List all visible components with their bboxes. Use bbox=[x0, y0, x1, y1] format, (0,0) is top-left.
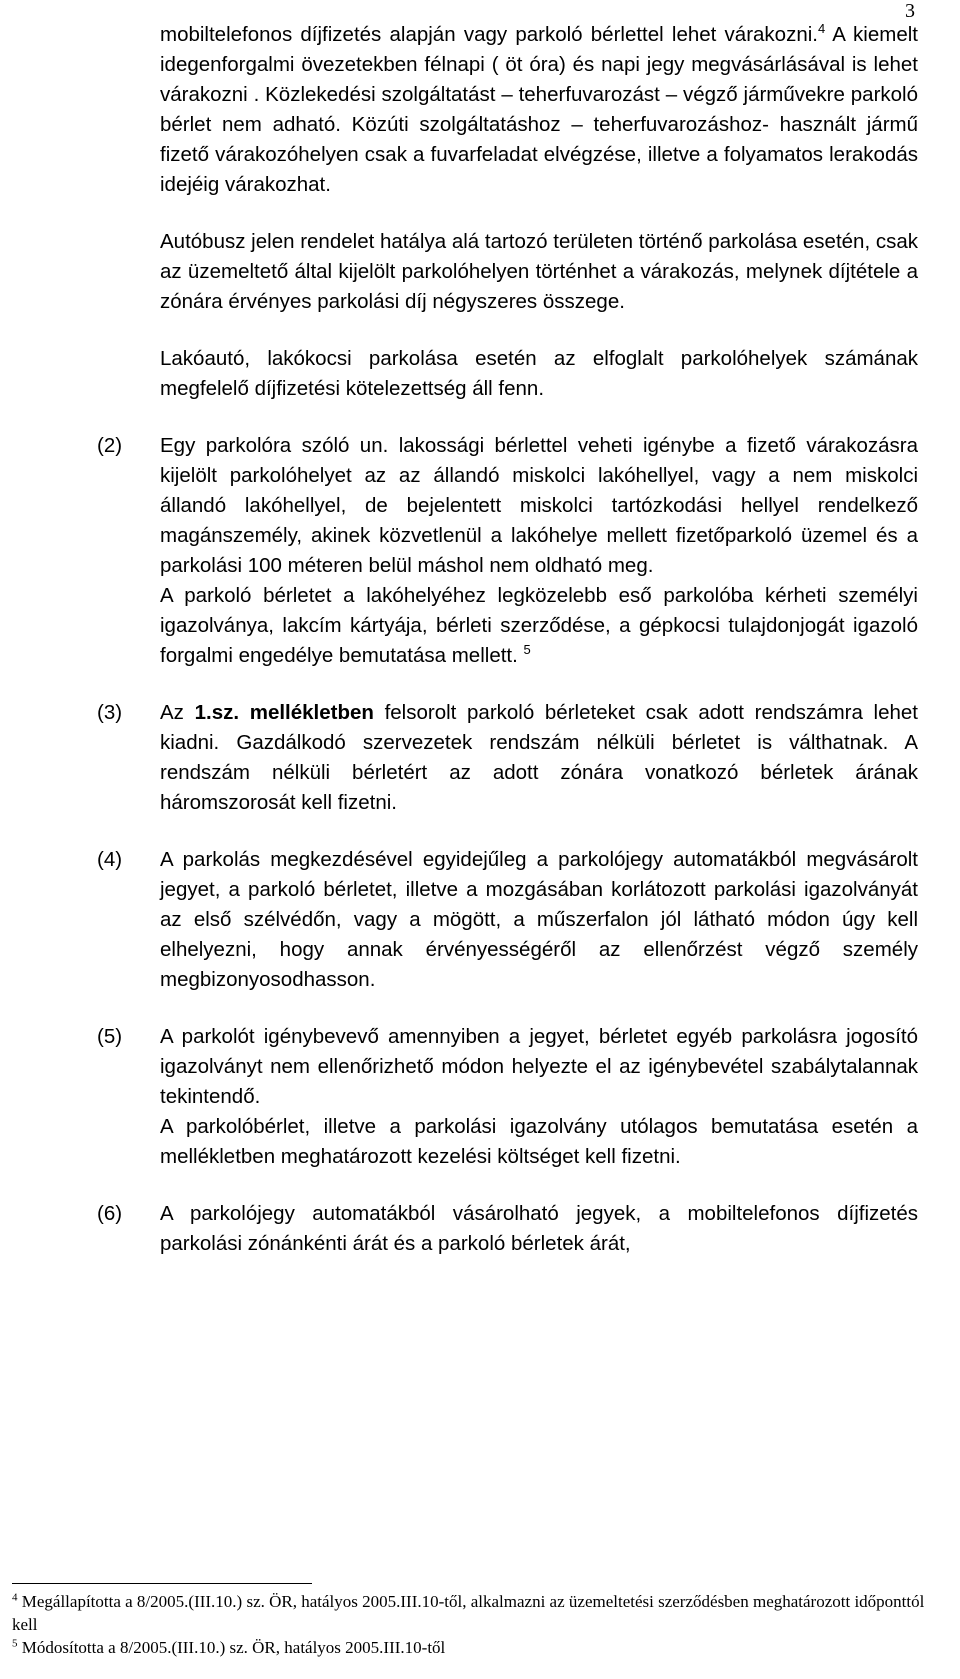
section-5-continued bbox=[160, 1112, 918, 1172]
section-2-continued bbox=[160, 581, 918, 671]
section-5-number: (5) bbox=[97, 1025, 123, 1048]
section-4-number: (4) bbox=[97, 848, 123, 871]
footnote-4-text: Megállapította a 8/2005.(III.10.) sz. ÖR, hatályos 2005.III.10-től, alkalmazni az üzemeltetési szerződésben meghatározott időponttól kell bbox=[12, 1592, 925, 1634]
footnotes bbox=[12, 1590, 952, 1659]
footnote-ref-5: 5 bbox=[523, 642, 531, 658]
footnote-ref-4: 4 bbox=[818, 21, 826, 37]
footnote-5 bbox=[12, 1636, 952, 1659]
intro-text-part1: mobiltelefonos díjfizetés alapján vagy parkoló bérlettel lehet várakozni. bbox=[160, 23, 818, 46]
section-2-text-a: Egy parkolóra szóló un. lakossági bérlettel veheti igénybe a fizető várakozásra kijelölt parkolóhelyet az az állandó miskolci lakóhellyel, vagy a nem miskolci állandó lakóhellyel, de bejelentett miskolci tartózkodási hellyel rendelkező magánszemély, akinek közvetlenül a lakóhelye mellett fizetőparkoló üzemel és a parkolási 100 méteren belül máshol nem oldható meg. bbox=[160, 434, 918, 577]
section-2-number: (2) bbox=[97, 434, 123, 457]
section-6-number: (6) bbox=[97, 1202, 123, 1225]
section-3-text-rest: felsorolt parkoló bérleteket csak adott rendszámra lehet kiadni. Gazdálkodó szervezetek rendszám nélküli bérletet is válthatnak. A rendszám nélküli bérletért az adott zónára vonatkozó bérletek árának háromszorosát kell fizetni. bbox=[160, 701, 919, 814]
section-5 bbox=[97, 1022, 918, 1112]
page-number: 3 bbox=[905, 0, 915, 22]
section-2 bbox=[97, 431, 918, 581]
annex-reference-number: 1.sz. bbox=[194, 701, 240, 724]
footnote-5-mark: 5 bbox=[12, 1637, 18, 1650]
footnote-divider bbox=[12, 1583, 312, 1584]
section-6 bbox=[97, 1199, 918, 1259]
section-3-number: (3) bbox=[97, 701, 123, 724]
document-body bbox=[0, 20, 960, 1286]
intro-paragraph bbox=[160, 20, 918, 200]
camper-paragraph: Lakóautó, lakókocsi parkolása esetén az elfoglalt parkolóhelyek számának megfelelő díjfizetési kötelezettség áll fenn. bbox=[160, 347, 918, 400]
footnote-5-text: Módosította a 8/2005.(III.10.) sz. ÖR, hatályos 2005.III.10-től bbox=[21, 1638, 446, 1657]
section-2-text-b: A parkoló bérletet a lakóhelyéhez legközelebb eső parkolóba kérheti személyi igazolványa, lakcím kártyája, bérleti szerződése, a gépkocsi tulajdonjogát igazoló forgalmi engedélye bemutatása mellett. bbox=[160, 584, 918, 667]
section-4-text: A parkolás megkezdésével egyidejűleg a parkolójegy automatákból megvásárolt jegyet, a parkoló bérletet, illetve a mozgásában korlátozott parkolási igazolványát az első szélvédőn, vagy a mögött, a műszerfalon jól látható módon úgy kell elhelyezni, hogy annak érvényességéről az ellenőrzést végző személy megbizonyosodhasson. bbox=[160, 848, 918, 991]
section-3 bbox=[97, 698, 919, 818]
section-6-text: A parkolójegy automatákból vásárolható jegyek, a mobiltelefonos díjfizetés parkolási zónánkénti árát és a parkoló bérletek árát, bbox=[160, 1202, 918, 1255]
footnote-4-mark: 4 bbox=[12, 1591, 18, 1604]
footnote-4 bbox=[12, 1590, 952, 1636]
section-3-text-start: Az bbox=[160, 701, 195, 724]
section-4 bbox=[97, 845, 918, 995]
section-5-text-a: A parkolót igénybevevő amennyiben a jegyet, bérletet egyéb parkolásra jogosító igazolványt nem ellenőrizhető módon helyezte el az igénybevétel szabálytalannak tekintendő. bbox=[160, 1025, 918, 1108]
bus-paragraph: Autóbusz jelen rendelet hatálya alá tartozó területen történő parkolása esetén, csak az üzemeltető által kijelölt parkolóhelyen történhet a várakozás, melynek díjtétele a zónára érvényes parkolási díj négyszeres összege. bbox=[160, 230, 918, 313]
intro-text-part2: A kiemelt idegenforgalmi övezetekben félnapi ( öt óra) és napi jegy megvásárlásával is lehet várakozni . Közlekedési szolgáltatást – teherfuvarozást – végző járművekre parkoló bérlet nem adható. Közúti szolgáltatáshoz – teherfuvarozáshoz- használt jármű fizető várakozóhelyen csak a fuvarfeladat elvégzése, illetve a folyamatos lerakodás idejéig várakozhat. bbox=[160, 23, 918, 196]
annex-reference-word: mellékletben bbox=[249, 701, 374, 724]
section-5-text-b: A parkolóbérlet, illetve a parkolási igazolvány utólagos bemutatása esetén a mellékletben meghatározott kezelési költséget kell fizetni. bbox=[160, 1115, 918, 1168]
